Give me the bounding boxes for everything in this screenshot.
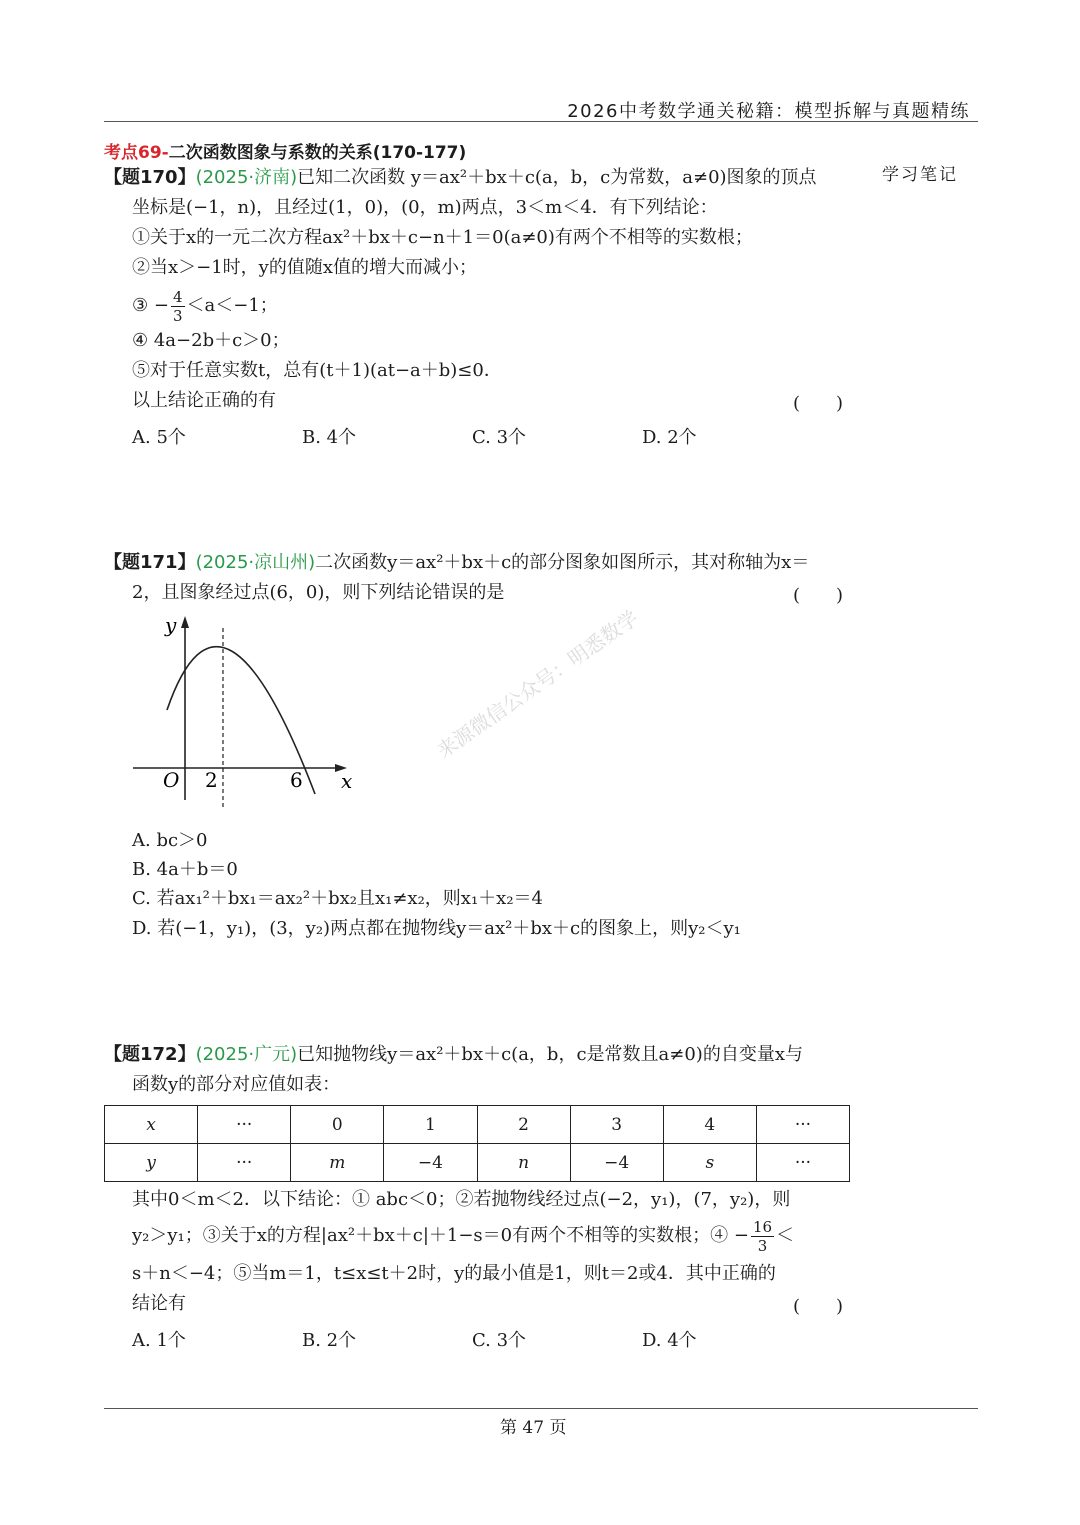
q172-option-d: D. 4个 xyxy=(642,1330,697,1351)
q172-tag: 【题172】 xyxy=(104,1044,196,1065)
header-title: 2026中考数学通关秘籍：模型拆解与真题精练 xyxy=(567,101,970,122)
page-number: 第 47 页 xyxy=(500,1418,567,1438)
graph-origin: O xyxy=(163,768,180,792)
q171-option-d: D. 若(−1，y₁)，(3，y₂)两点都在抛物线y＝ax²＋bx＋c的图象上，则y₂＜y₁ xyxy=(132,918,741,939)
q171-line2: 2，且图象经过点(6，0)，则下列结论错误的是 xyxy=(132,582,505,603)
section-title xyxy=(104,138,466,163)
q170-statement-5: ⑤对于任意实数t，总有(t＋1)(at−a＋b)≤0． xyxy=(132,360,502,381)
watermark: 来源微信公众号：明悉数学 xyxy=(432,605,643,763)
section-label: 考点69- xyxy=(104,143,169,163)
q172-line2: 函数y的部分对应值如表： xyxy=(132,1074,341,1095)
q172-para3: s＋n＜−4；⑤当m＝1，t≤x≤t＋2时，y的最小值是1，则t＝2或4．其中正确的 xyxy=(132,1263,776,1284)
graph-y-label: y xyxy=(165,613,177,637)
table-cell: m xyxy=(291,1144,384,1182)
header-rule xyxy=(104,121,978,122)
q170-statement-4: ④ 4a−2b＋c＞0； xyxy=(132,330,290,351)
q170-frac-num: 4 xyxy=(172,287,183,306)
q171-source: (2025·凉山州) xyxy=(195,552,316,573)
q170-option-c: C. 3个 xyxy=(472,427,527,448)
q172-p2-a: y₂＞y₁；③关于x的方程|ax²＋bx＋c|＋1−s＝0有两个不相等的实数根；④ − xyxy=(132,1225,749,1246)
table-cell: −4 xyxy=(570,1144,663,1182)
q170-source: (2025·济南) xyxy=(195,167,298,188)
graph-x-label: x xyxy=(341,769,353,793)
q170-s3-prefix: ③ − xyxy=(132,295,169,316)
q172-option-b: B. 2个 xyxy=(302,1330,357,1351)
graph-tick-2: 2 xyxy=(205,768,218,792)
q171-answer-paren: ( ) xyxy=(793,585,844,606)
q170-statement-2: ②当x＞−1时，y的值随x值的增大而减小； xyxy=(132,257,478,278)
q172-para4: 结论有 xyxy=(132,1293,186,1314)
table-cell: ··· xyxy=(198,1106,291,1144)
table-cell: 0 xyxy=(291,1106,384,1144)
table-cell: 3 xyxy=(570,1106,663,1144)
q172-value-table xyxy=(104,1105,850,1182)
table-cell: x xyxy=(105,1106,198,1144)
q170-statement-1: ①关于x的一元二次方程ax²＋bx＋c−n＋1＝0(a≠0)有两个不相等的实数根； xyxy=(132,227,753,248)
side-note: 学习笔记 xyxy=(882,165,958,185)
table-cell: ··· xyxy=(198,1144,291,1182)
table-cell: 2 xyxy=(477,1106,570,1144)
q172-p2-b: ＜ xyxy=(776,1225,795,1246)
table-cell: s xyxy=(663,1144,756,1182)
table-cell: n xyxy=(477,1144,570,1182)
q171-tag: 【题171】 xyxy=(104,552,196,573)
q170-text1: 已知二次函数 y＝ax²＋bx＋c(a，b，c为常数，a≠0)图象的顶点 xyxy=(297,167,817,188)
q170-frac-den: 3 xyxy=(172,306,183,325)
graph-tick-6: 6 xyxy=(290,768,303,792)
footer-rule xyxy=(104,1408,978,1409)
q172-text1: 已知抛物线y＝ax²＋bx＋c(a，b，c是常数且a≠0)的自变量x与 xyxy=(297,1044,803,1065)
table-cell: 4 xyxy=(663,1106,756,1144)
q170-statement-3 xyxy=(132,286,278,326)
table-cell: 1 xyxy=(384,1106,477,1144)
q172-fraction xyxy=(751,1218,774,1255)
table-cell: −4 xyxy=(384,1144,477,1182)
q172-answer-paren: ( ) xyxy=(793,1296,844,1317)
q171-line1 xyxy=(104,551,809,575)
table-cell: ··· xyxy=(756,1106,849,1144)
q172-line1 xyxy=(104,1043,803,1067)
q172-option-a: A. 1个 xyxy=(132,1330,186,1351)
q170-option-d: D. 2个 xyxy=(642,427,697,448)
q170-answer-paren: ( ) xyxy=(793,393,844,414)
q170-option-a: A. 5个 xyxy=(132,427,186,448)
q172-source: (2025·广元) xyxy=(195,1044,298,1065)
q170-line1 xyxy=(104,166,817,190)
q172-frac-den: 3 xyxy=(757,1236,768,1255)
table-cell: y xyxy=(105,1144,198,1182)
q170-tag: 【题170】 xyxy=(104,167,196,188)
q172-para2 xyxy=(132,1216,794,1256)
q172-option-c: C. 3个 xyxy=(472,1330,527,1351)
q171-option-c: C. 若ax₁²＋bx₁＝ax₂²＋bx₂且x₁≠x₂，则x₁＋x₂＝4 xyxy=(132,888,543,909)
q170-ask: 以上结论正确的有 xyxy=(132,390,276,411)
section-title-text: 二次函数图象与系数的关系(170-177) xyxy=(168,143,467,163)
q172-para1: 其中0＜m＜2．以下结论：① abc＜0；②若抛物线经过点(−2，y₁)，(7，y₂)，则 xyxy=(132,1189,791,1210)
q171-option-b: B. 4a＋b＝0 xyxy=(132,859,238,880)
q171-graph xyxy=(125,610,375,810)
table-row-x xyxy=(105,1106,850,1144)
q170-fraction xyxy=(171,288,185,325)
table-row-y xyxy=(105,1144,850,1182)
q171-option-a: A. bc＞0 xyxy=(132,830,208,851)
q170-option-b: B. 4个 xyxy=(302,427,357,448)
y-axis-arrow xyxy=(181,616,189,628)
q171-text1: 二次函数y＝ax²＋bx＋c的部分图象如图所示，其对称轴为x＝ xyxy=(315,552,810,573)
q170-line2: 坐标是(−1，n)，且经过(1，0)，(0，m)两点，3＜m＜4．有下列结论： xyxy=(132,197,718,218)
q170-s3-suffix: ＜a＜−1； xyxy=(186,295,278,316)
q172-frac-num: 16 xyxy=(752,1217,773,1236)
table-cell: ··· xyxy=(756,1144,849,1182)
